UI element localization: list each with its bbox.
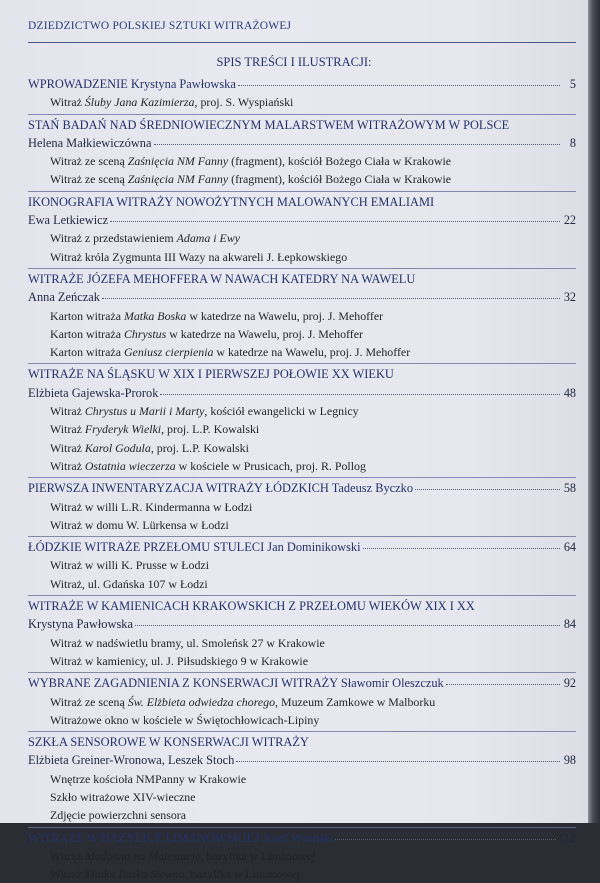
caption-text: Witraż ze sceną bbox=[50, 154, 128, 169]
toc-illustration-entry bbox=[28, 439, 576, 457]
toc-illustration-entry bbox=[28, 93, 576, 111]
artwork-title: Św. Elżbieta odwiedza chorego bbox=[127, 694, 276, 709]
caption-text: Witraż, ul. Gdańska 107 w Łodzi bbox=[50, 576, 208, 591]
toc-illustration-entry bbox=[28, 420, 576, 438]
section-divider bbox=[28, 363, 576, 364]
illustration-caption bbox=[50, 93, 293, 111]
illustration-caption bbox=[50, 498, 252, 516]
artwork-title: Adama i Ewy bbox=[176, 231, 241, 246]
caption-text: Witraż króla Zygmunta III Wazy na akwareli J. Łepkowskiego bbox=[50, 249, 348, 264]
caption-text: Witraż w kamienicy, ul. J. Piłsudskiego 9 w Krakowie bbox=[50, 653, 308, 668]
caption-text: w katedrze na Wawelu, proj. J. Mehoffer bbox=[166, 326, 363, 341]
page-number: 32 bbox=[563, 290, 576, 305]
section-divider bbox=[28, 731, 576, 732]
caption-text: Witraż ze sceną bbox=[50, 694, 128, 709]
dot-leader bbox=[110, 211, 560, 222]
toc-illustration-entry bbox=[28, 711, 576, 729]
dot-leader bbox=[135, 615, 560, 626]
caption-text: Witraż bbox=[50, 95, 85, 110]
page-number: 64 bbox=[563, 540, 576, 555]
page-number: 92 bbox=[563, 676, 576, 691]
artwork-title: Śluby Jana Kazimierza bbox=[84, 95, 195, 110]
artwork-title: Matka Boska bbox=[123, 308, 187, 323]
dot-leader bbox=[335, 829, 556, 840]
artwork-title: Karol Godula bbox=[84, 440, 151, 455]
toc-illustration-entry bbox=[28, 170, 576, 188]
section-title-text: WPROWADZENIE Krystyna Pawłowska bbox=[28, 77, 236, 91]
section-title-text: IKONOGRAFIA WITRAŻY NOWOŻYTNYCH MALOWANYCH EMALIAMI bbox=[28, 194, 435, 209]
illustration-caption bbox=[50, 806, 186, 824]
illustration-caption bbox=[50, 229, 240, 247]
illustration-caption bbox=[50, 847, 315, 865]
caption-text: , proj. L.P. Kowalski bbox=[150, 440, 249, 455]
illustration-caption bbox=[50, 248, 347, 266]
author-name: Krystyna Pawłowska bbox=[28, 617, 133, 632]
toc-author-line bbox=[28, 134, 576, 152]
artwork-title: Matka Boska Siewna bbox=[84, 867, 185, 882]
dot-leader bbox=[236, 751, 560, 762]
illustration-caption bbox=[50, 170, 451, 188]
toc-section-title bbox=[28, 193, 576, 211]
toc-author-line bbox=[28, 211, 576, 229]
section-title-text: WITRAŻE W KAMIENICACH KRAKOWSKICH Z PRZEŁOMU WIEKÓW XIX I XX bbox=[28, 599, 475, 614]
illustration-caption bbox=[50, 788, 196, 806]
section-title-text: SZKŁA SENSOROWE W KONSERWACJI WITRAŻY bbox=[28, 735, 309, 750]
caption-text: Karton witraża bbox=[50, 308, 124, 323]
illustration-caption bbox=[50, 457, 366, 475]
caption-text: Witraż w domu W. Lürkensa w Łodzi bbox=[50, 517, 229, 532]
illustration-caption bbox=[50, 343, 410, 361]
section-divider bbox=[28, 595, 576, 596]
section-title-text: PIERWSZA INWENTARYZACJA WITRAŻY ŁÓDZKICH Tadeusz Byczko bbox=[28, 481, 414, 496]
toc-illustration-entry bbox=[28, 516, 576, 534]
toc-illustration-entry bbox=[28, 634, 576, 652]
toc-section-title bbox=[28, 270, 576, 288]
section-divider bbox=[28, 672, 576, 673]
toc-illustration-entry bbox=[28, 498, 576, 516]
caption-text: Karton witraża bbox=[50, 326, 124, 341]
section-divider bbox=[28, 827, 576, 828]
toc-illustration-entry bbox=[28, 457, 576, 475]
artwork-title: Fryderyk Wielki bbox=[84, 422, 162, 437]
caption-text: Witraż w willi L.R. Kindermanna w Łodzi bbox=[50, 499, 253, 514]
toc-illustration-entry bbox=[28, 847, 576, 865]
page-number: 84 bbox=[563, 617, 576, 632]
page-edge bbox=[588, 0, 600, 823]
running-header: DZIEDZICTWO POLSKIEJ SZTUKI WITRAŻOWEJ bbox=[28, 20, 292, 32]
caption-text: Wnętrze kościoła NMPanny w Krakowie bbox=[50, 771, 247, 786]
illustration-caption bbox=[50, 556, 209, 574]
toc-illustration-entry bbox=[28, 152, 576, 170]
dot-leader bbox=[446, 674, 560, 685]
illustration-caption bbox=[50, 634, 325, 652]
caption-text: Witraż z przedstawieniem bbox=[50, 231, 177, 246]
section-divider bbox=[28, 536, 576, 537]
toc-section-title bbox=[28, 116, 576, 134]
toc-illustration-entry bbox=[28, 693, 576, 711]
section-divider bbox=[28, 268, 576, 269]
toc-illustration-entry bbox=[28, 248, 576, 266]
table-of-contents bbox=[28, 75, 576, 883]
section-title-text: WITRAŻE W BAZYLICE LIMANOWSKIEJ Józef Wroński bbox=[28, 830, 334, 845]
toc-illustration-entry bbox=[28, 788, 576, 806]
illustration-caption bbox=[50, 652, 308, 670]
page-number: 48 bbox=[563, 385, 576, 400]
author-name: Elżbieta Greiner-Wronowa, Leszek Stoch bbox=[28, 753, 235, 768]
illustration-caption bbox=[50, 307, 383, 325]
toc-author-line bbox=[28, 615, 576, 633]
toc-section-title bbox=[28, 538, 576, 556]
caption-text: Zdjęcie powierzchni sensora bbox=[50, 808, 187, 823]
section-divider bbox=[28, 477, 576, 478]
section-title-text: WITRAŻE NA ŚLĄSKU W XIX I PIERWSZEJ POŁOWIE XX WIEKU bbox=[28, 367, 394, 382]
illustration-caption bbox=[50, 439, 249, 457]
artwork-title: Chrystus u Marii i Marty bbox=[84, 404, 205, 419]
toc-section-title bbox=[28, 674, 576, 692]
page-number: 112 bbox=[558, 830, 576, 845]
dot-leader bbox=[154, 134, 560, 145]
toc-illustration-entry bbox=[28, 556, 576, 574]
toc-section-title bbox=[28, 829, 576, 847]
author-name: Anna Zeńczak bbox=[28, 290, 100, 305]
caption-text: , proj. L.P. Kowalski bbox=[161, 422, 260, 437]
caption-text: Witraż ze sceną bbox=[50, 172, 128, 187]
caption-text: w katedrze na Wawelu, proj. J. Mehoffer bbox=[186, 308, 384, 323]
dot-leader bbox=[415, 479, 560, 490]
caption-text: Witraż bbox=[50, 440, 85, 455]
artwork-title: Ostatnia wieczerza bbox=[84, 458, 176, 473]
caption-text: Witraż bbox=[50, 458, 85, 473]
caption-text: Karton witraża bbox=[50, 345, 124, 360]
dot-leader bbox=[102, 288, 560, 299]
illustration-caption bbox=[50, 865, 299, 883]
toc-title: SPIS TREŚCI I ILUSTRACJI: bbox=[216, 55, 372, 69]
caption-text: Witraż bbox=[50, 422, 85, 437]
illustration-caption bbox=[50, 516, 229, 534]
section-title-text: WITRAŻE JÓZEFA MEHOFFERA W NAWACH KATEDRY NA WAWELU bbox=[28, 271, 416, 286]
caption-text: Szkło witrażowe XIV-wieczne bbox=[50, 789, 196, 804]
artwork-title: Chrystus bbox=[123, 326, 167, 341]
toc-author-line bbox=[28, 384, 576, 402]
header-rule bbox=[28, 42, 576, 43]
toc-illustration-entry bbox=[28, 343, 576, 361]
illustration-caption bbox=[50, 402, 359, 420]
illustration-caption bbox=[50, 152, 451, 170]
section-title-text: WYBRANE ZAGADNIENIA Z KONSERWACJI WITRAŻY Sławomir Oleszczuk bbox=[28, 676, 444, 691]
artwork-title: Madonna na Majestacie bbox=[84, 848, 201, 863]
section-title-text: STAŃ BADAŃ NAD ŚREDNIOWIECZNYM MALARSTWEM WITRAŻOWYM W POLSCE bbox=[28, 117, 510, 132]
toc-illustration-entry bbox=[28, 325, 576, 343]
caption-text: , Muzeum Zamkowe w Malborku bbox=[275, 694, 436, 709]
toc-author-line bbox=[28, 751, 576, 769]
dot-leader bbox=[238, 75, 560, 86]
caption-text: Witrażowe okno w kościele w Świętochłowicach-Lipiny bbox=[50, 712, 320, 727]
illustration-caption bbox=[50, 711, 319, 729]
dot-leader bbox=[363, 538, 560, 549]
artwork-title: Zaśnięcia NM Fanny bbox=[127, 172, 229, 187]
caption-text: , bazylika w Limanowej bbox=[184, 867, 300, 882]
toc-section-title bbox=[28, 75, 576, 93]
illustration-caption bbox=[50, 770, 246, 788]
caption-text: Witraż w nadświetlu bramy, ul. Smoleńsk 27 w Krakowie bbox=[50, 635, 325, 650]
illustration-caption bbox=[50, 693, 435, 711]
toc-illustration-entry bbox=[28, 402, 576, 420]
section-divider bbox=[28, 114, 576, 115]
caption-text: , bazylika w Limanowej bbox=[200, 848, 316, 863]
caption-text: , kościół ewangelicki w Legnicy bbox=[204, 404, 359, 419]
author-name: Ewa Letkiewicz bbox=[28, 213, 109, 228]
author-name: Elżbieta Gajewska-Prorok bbox=[28, 385, 159, 400]
section-divider bbox=[28, 191, 576, 192]
artwork-title: Geniusz cierpienia bbox=[123, 345, 214, 360]
page-number: 22 bbox=[563, 213, 576, 228]
toc-section-title bbox=[28, 733, 576, 751]
illustration-caption bbox=[50, 575, 208, 593]
page-number: 98 bbox=[563, 753, 576, 768]
page-number: 58 bbox=[563, 481, 576, 496]
toc-illustration-entry bbox=[28, 865, 576, 883]
caption-text: w kościele w Prusicach, proj. R. Pollog bbox=[175, 458, 366, 473]
author-name: Helena Małkiewiczówna bbox=[28, 135, 152, 150]
section-title-text: ŁÓDZKIE WITRAŻE PRZEŁOMU STULECI Jan Dominikowski bbox=[28, 540, 361, 555]
caption-text: Witraż bbox=[50, 867, 85, 882]
caption-text: Witraż w willi K. Prusse w Łodzi bbox=[50, 558, 210, 573]
illustration-caption bbox=[50, 325, 363, 343]
caption-text: Witraż bbox=[50, 848, 85, 863]
caption-text: (fragment), kościół Bożego Ciała w Krakowie bbox=[228, 172, 452, 187]
dot-leader bbox=[160, 384, 560, 395]
page-number: 8 bbox=[569, 135, 576, 150]
toc-illustration-entry bbox=[28, 652, 576, 670]
caption-text: w katedrze na Wawelu, proj. J. Mehoffer bbox=[213, 345, 411, 360]
artwork-title: Zaśnięcia NM Fanny bbox=[127, 154, 229, 169]
toc-section-title bbox=[28, 479, 576, 497]
illustration-caption bbox=[50, 420, 259, 438]
toc-illustration-entry bbox=[28, 806, 576, 824]
caption-text: Witraż bbox=[50, 404, 85, 419]
caption-text: (fragment), kościół Bożego Ciała w Krakowie bbox=[228, 154, 452, 169]
caption-text: , proj. S. Wyspiański bbox=[194, 95, 294, 110]
toc-illustration-entry bbox=[28, 770, 576, 788]
page-number: 5 bbox=[569, 77, 576, 91]
toc-illustration-entry bbox=[28, 575, 576, 593]
toc-illustration-entry bbox=[28, 229, 576, 247]
toc-illustration-entry bbox=[28, 307, 576, 325]
toc-author-line bbox=[28, 288, 576, 306]
toc-section-title bbox=[28, 597, 576, 615]
toc-section-title bbox=[28, 365, 576, 383]
